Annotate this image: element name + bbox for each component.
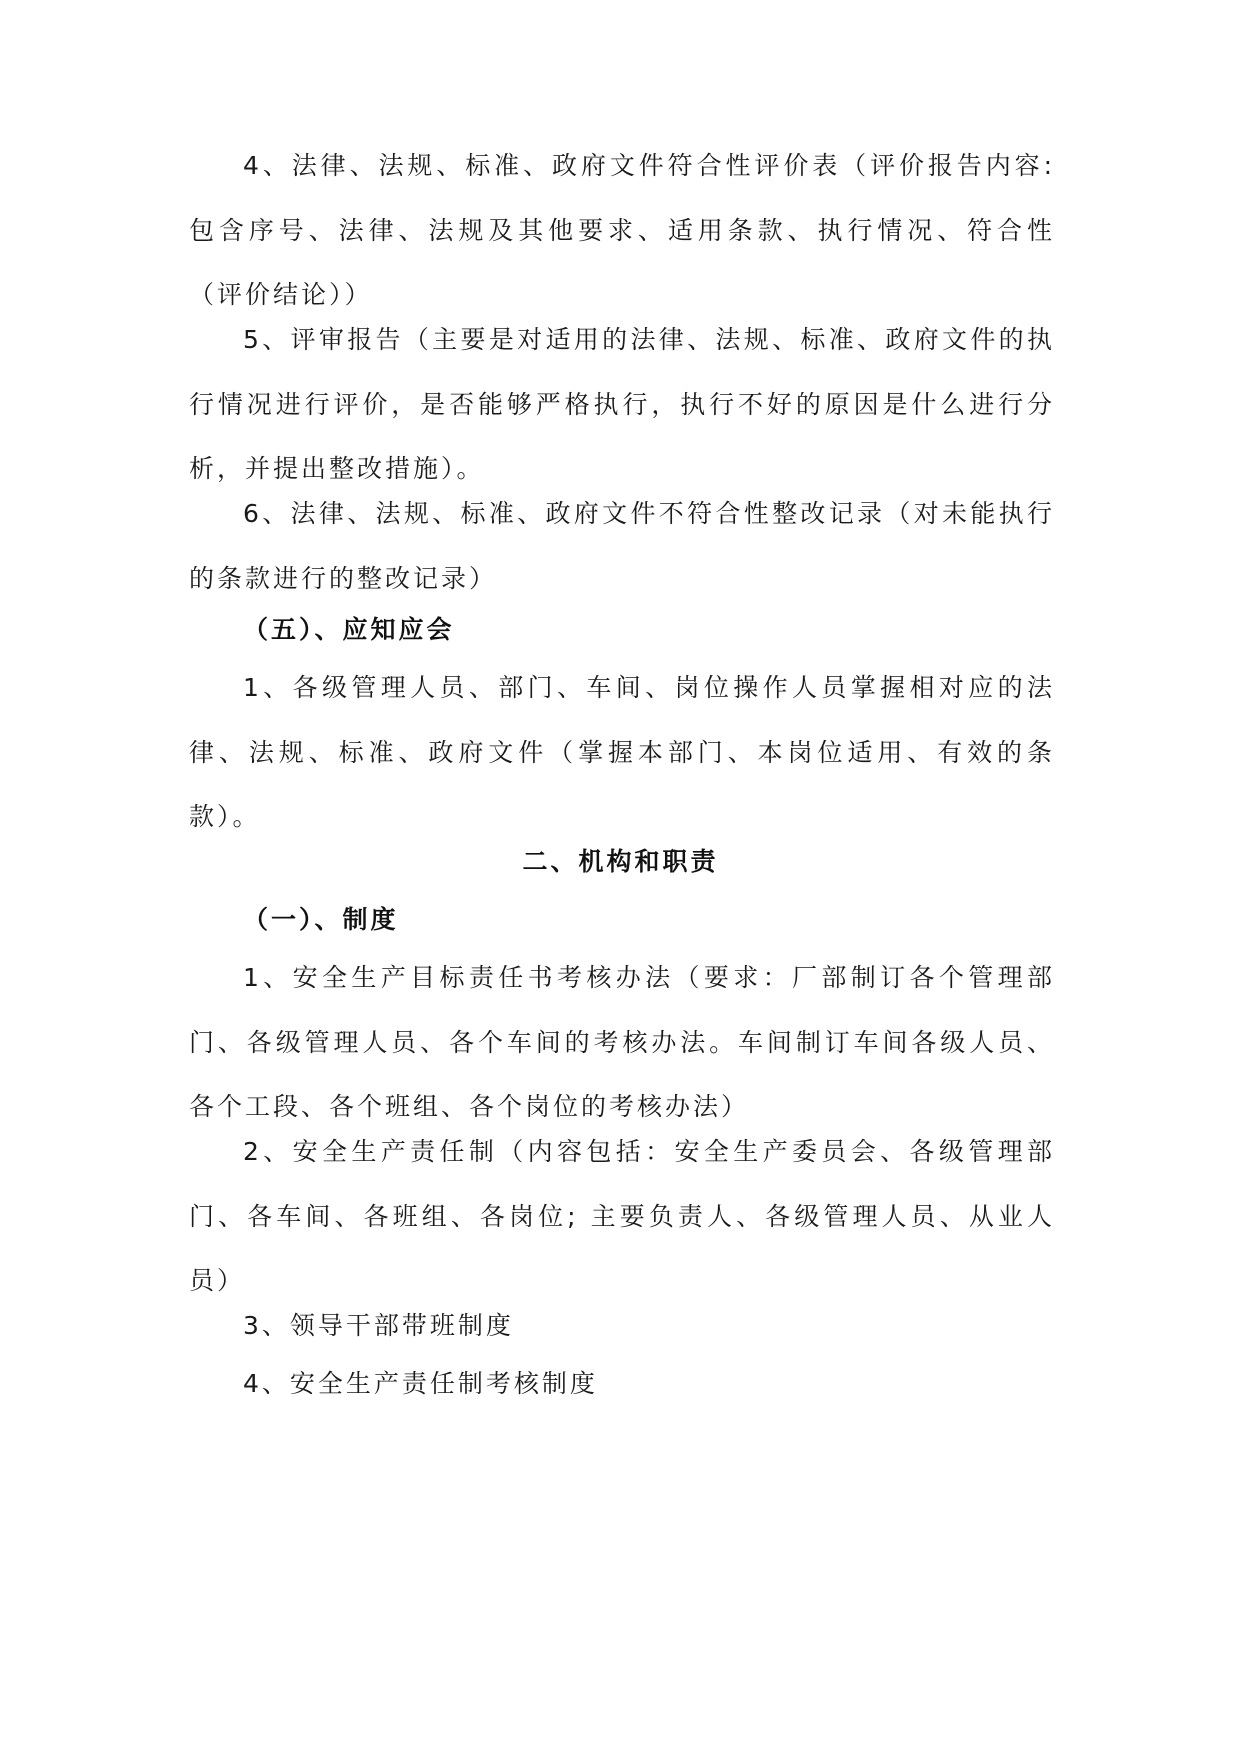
paragraph-know-how-1: 1、各级管理人员、部门、车间、岗位操作人员掌握相对应的法律、法规、标准、政府文件（掌握本部门、本岗位适用、有效的条款）。 bbox=[189, 673, 1055, 831]
paragraph-item-6: 6、法律、法规、标准、政府文件不符合性整改记录（对未能执行的条款进行的整改记录） bbox=[189, 499, 1055, 593]
paragraph-system-2: 2、安全生产责任制（内容包括：安全生产委员会、各级管理部门、各车间、各班组、各岗位; 主要负责人、各级管理人员、从业人员） bbox=[189, 1137, 1055, 1295]
section-title: 二、机构和职责 bbox=[522, 847, 719, 876]
paragraph-system-4: 4、安全生产责任制考核制度 bbox=[243, 1369, 598, 1398]
paragraph-system-3: 3、领导干部带班制度 bbox=[243, 1311, 514, 1340]
paragraph-item-4: 4、法律、法规、标准、政府文件符合性评价表（评价报告内容:包含序号、法律、法规及其他要求、适用条款、执行情况、符合性（评价结论）） bbox=[189, 151, 1055, 309]
paragraph-system-1: 1、安全生产目标责任书考核办法（要求：厂部制订各个管理部门、各级管理人员、各个车间的考核办法。车间制订车间各级人员、各个工段、各个班组、各个岗位的考核办法） bbox=[189, 963, 1055, 1121]
subheading-system: （一）、制度 bbox=[243, 905, 399, 934]
subheading-know-how: （五）、应知应会 bbox=[243, 615, 455, 644]
paragraph-item-5: 5、评审报告（主要是对适用的法律、法规、标准、政府文件的执行情况进行评价，是否能够严格执行，执行不好的原因是什么进行分析，并提出整改措施）。 bbox=[189, 325, 1055, 483]
